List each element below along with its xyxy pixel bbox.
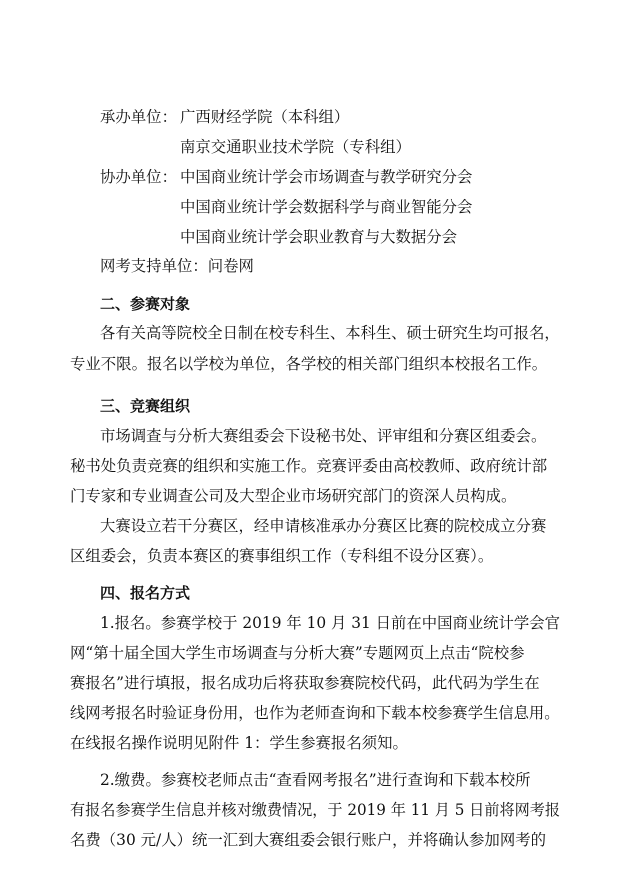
section-4-p1-line-5: 在线报名操作说明见附件 1：学生参赛报名须知。 [70, 734, 408, 752]
online-exam-support: 网考支持单位：问卷网 [100, 257, 254, 275]
section-3-p1-line-1: 市场调查与分析大赛组委会下设秘书处、评审组和分赛区组委会。 [100, 427, 547, 445]
section-4-p2-line-1: 2.缴费。参赛校老师点击“查看网考报名”进行查询和下载本校所 [100, 771, 531, 789]
co-organizer-1: 中国商业统计学会市场调查与教学研究分会 [180, 168, 473, 186]
section-2-line-1: 各有关高等院校全日制在校专科生、本科生、硕士研究生均可报名， [100, 324, 560, 342]
section-2-line-2: 专业不限。报名以学校为单位，各学校的相关部门组织本校报名工作。 [70, 355, 548, 373]
co-organizer-3: 中国商业统计学会职业教育与大数据分会 [180, 228, 458, 246]
section-3-p1-line-2: 秘书处负责竞赛的组织和实施工作。竞赛评委由高校教师、政府统计部 [70, 457, 548, 475]
section-3-p2-line-2: 区组委会，负责本赛区的赛事组织工作（专科组不设分区赛）。 [70, 547, 494, 565]
host-vocational: 南京交通职业技术学院（专科组） [180, 138, 411, 156]
section-4-p1-line-1: 1.报名。参赛学校于 2019 年 10 月 31 日前在中国商业统计学会官 [100, 614, 560, 632]
section-4-p2-line-2: 有报名参赛学生信息并核对缴费情况，于 2019 年 11 月 5 日前将网考报 [70, 801, 561, 819]
section-3-p1-line-3: 门专家和专业调查公司及大型企业市场研究部门的资深人员构成。 [70, 487, 517, 505]
section-4-heading: 四、报名方式 [100, 584, 191, 602]
section-4-p1-line-4: 线网考报名时验证身份用，也作为老师查询和下载本校参赛学生信息用。 [70, 704, 560, 722]
section-4-p1-line-2: 网“第十届全国大学生市场调查与分析大赛”专题网页上点击“院校参 [70, 644, 525, 662]
section-2-heading: 二、参赛对象 [100, 295, 191, 313]
section-4-p2-line-3: 名费（30 元/人）统一汇到大赛组委会银行账户，并将确认参加网考的 [70, 831, 546, 849]
section-3-heading: 三、竞赛组织 [100, 397, 191, 415]
host-undergrad: 广西财经学院（本科组） [180, 108, 350, 126]
co-organizer-label: 协办单位： [100, 168, 177, 186]
co-organizer-2: 中国商业统计学会数据科学与商业智能分会 [180, 198, 473, 216]
host-label: 承办单位： [100, 108, 177, 126]
section-4-p1-line-3: 赛报名”进行填报，报名成功后将获取参赛院校代码，此代码为学生在 [70, 674, 540, 692]
section-3-p2-line-1: 大赛设立若干分赛区，经申请核准承办分赛区比赛的院校成立分赛 [100, 517, 547, 535]
